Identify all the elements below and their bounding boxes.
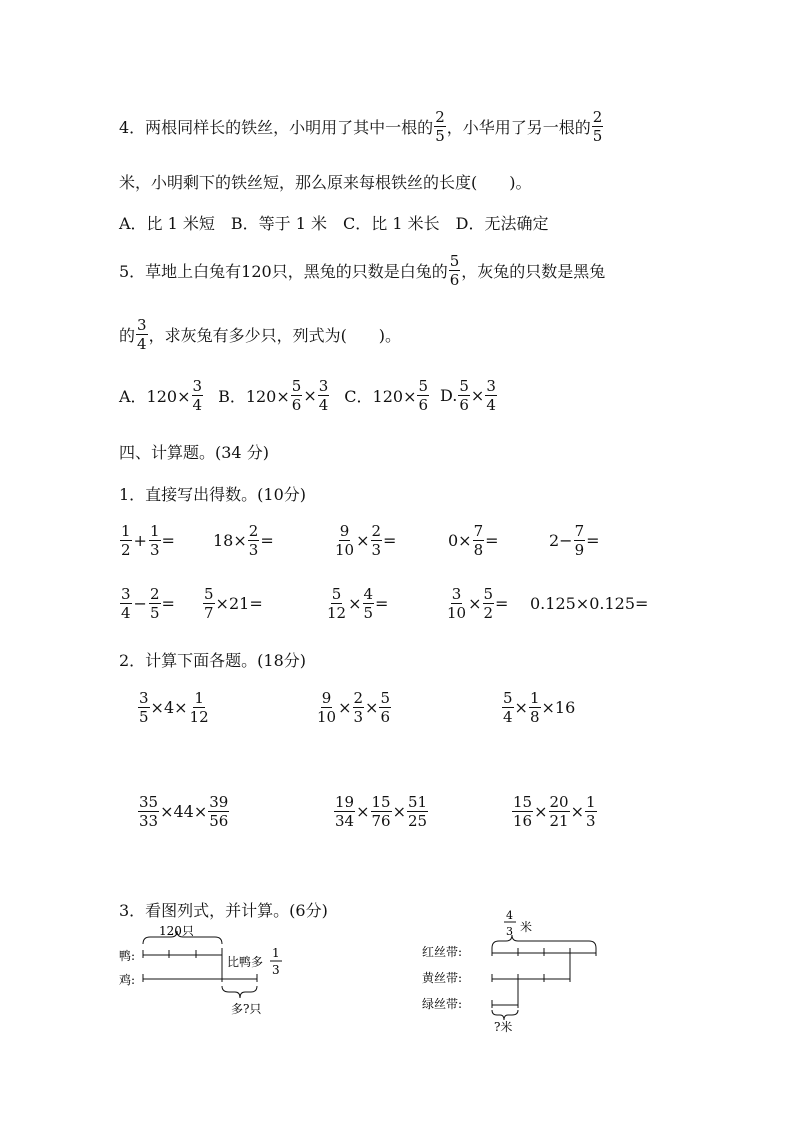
fraction: $\frac{5}{6}$	[449, 252, 460, 289]
label-more: 多?只	[231, 1002, 262, 1016]
label-meter: 米	[520, 920, 533, 934]
svg-text:4: 4	[506, 909, 513, 922]
q4-line1	[119, 108, 604, 145]
fraction: $\frac{5}{6}$	[291, 377, 302, 414]
direct-item: 0.125×0.125=	[530, 594, 649, 613]
calc-item: $\frac{3}{5}$ ×4× $\frac{1}{12}$	[139, 689, 209, 726]
q5-text: ，灰兔的只数是黑兔	[461, 262, 606, 281]
q4-text: 4．两根同样长的铁丝，小明用了其中一根的	[119, 118, 434, 137]
label-chicken: 鸡:	[119, 973, 136, 987]
option-c: C．120×	[344, 387, 417, 406]
q5-line2	[119, 316, 401, 353]
sub2-title: 2．计算下面各题。(18分)	[119, 651, 307, 670]
fraction: $\frac{2}{5}$	[592, 108, 603, 145]
direct-item: $\frac{1}{2}$ + $\frac{1}{3}$ =	[121, 522, 175, 559]
option-a: A．120×	[119, 387, 191, 406]
svg-text:3: 3	[272, 963, 280, 977]
direct-item: $\frac{5}{7}$ ×21=	[204, 585, 263, 622]
label-red: 红丝带:	[422, 945, 463, 959]
direct-item: $\frac{3}{10}$ × $\frac{5}{2}$ =	[447, 585, 509, 622]
direct-item: $\frac{3}{4}$ − $\frac{2}{5}$ =	[121, 585, 175, 622]
svg-text:3: 3	[506, 925, 513, 938]
q4-text: ，小华用了另一根的	[446, 118, 591, 137]
calc-item: $\frac{5}{4}$ × $\frac{1}{8}$ ×16	[503, 689, 576, 726]
fraction: $\frac{3}{4}$	[318, 377, 329, 414]
direct-item: 2− $\frac{7}{9}$ =	[549, 522, 600, 559]
direct-item: 0× $\frac{7}{8}$ =	[448, 522, 499, 559]
label-120: 120只	[159, 924, 194, 938]
label-question: ?米	[494, 1020, 513, 1033]
q5-text: ，求灰兔有多少只，列式为( )。	[148, 326, 402, 345]
q5-text: 的	[119, 326, 136, 345]
label-yellow: 黄丝带:	[422, 971, 463, 985]
fraction: $\frac{3}{4}$	[137, 316, 147, 353]
sub3-title: 3．看图列式，并计算。(6分)	[119, 901, 328, 920]
calc-item: $\frac{19}{34}$ × $\frac{15}{76}$ × $\frac{51}{25}$	[335, 793, 428, 830]
q5-text: 5．草地上白兔有120只，黑兔的只数是白兔的	[119, 262, 448, 281]
calc-item: $\frac{9}{10}$ × $\frac{2}{3}$ × $\frac{5}{6}$	[317, 689, 390, 726]
calc-item: $\frac{15}{16}$ × $\frac{20}{21}$ × $\frac{1}{3}$	[513, 793, 596, 830]
fraction: $\frac{5}{6}$	[418, 377, 429, 414]
calc-item: $\frac{35}{33}$ ×44× $\frac{39}{56}$	[139, 793, 229, 830]
brace-bottom	[492, 1010, 518, 1020]
q5-options: A．120× $\frac{3}{4}$ B．120× $\frac{5}{6}$ × $\frac{3}{4}$ C．120× $\frac{5}{6}$ D. $\frac{5}{6}$ × $\frac{3}{4}$	[119, 377, 496, 414]
direct-item: 18× $\frac{2}{3}$ =	[213, 522, 274, 559]
q4-options: A．比 1 米短 B．等于 1 米 C．比 1 米长 D．无法确定	[119, 214, 549, 233]
fraction: $\frac{3}{4}$	[192, 377, 203, 414]
diagram-ribbons	[420, 908, 620, 1033]
label-compare: 比鸭多	[227, 955, 264, 969]
direct-item: $\frac{5}{12}$ × $\frac{4}{5}$ =	[327, 585, 389, 622]
fraction: $\frac{3}{4}$	[486, 377, 496, 414]
section-title: 四、计算题。(34 分)	[119, 443, 269, 462]
fraction: $\frac{5}{6}$	[459, 377, 469, 414]
option-d: D.	[440, 386, 458, 405]
diagram-duck-chicken	[115, 922, 315, 1022]
option-b: B．120×	[218, 387, 290, 406]
svg-text:1: 1	[272, 946, 280, 960]
label-duck: 鸭:	[119, 949, 136, 963]
sub1-title: 1．直接写出得数。(10分)	[119, 485, 307, 504]
brace-bottom	[222, 986, 257, 998]
direct-item: $\frac{9}{10}$ × $\frac{2}{3}$ =	[335, 522, 397, 559]
q5-line1	[119, 252, 605, 289]
fraction: $\frac{2}{5}$	[435, 108, 445, 145]
label-green: 绿丝带:	[422, 997, 463, 1011]
q4-line2: 米，小明剩下的铁丝短，那么原来每根铁丝的长度( )。	[119, 173, 532, 192]
